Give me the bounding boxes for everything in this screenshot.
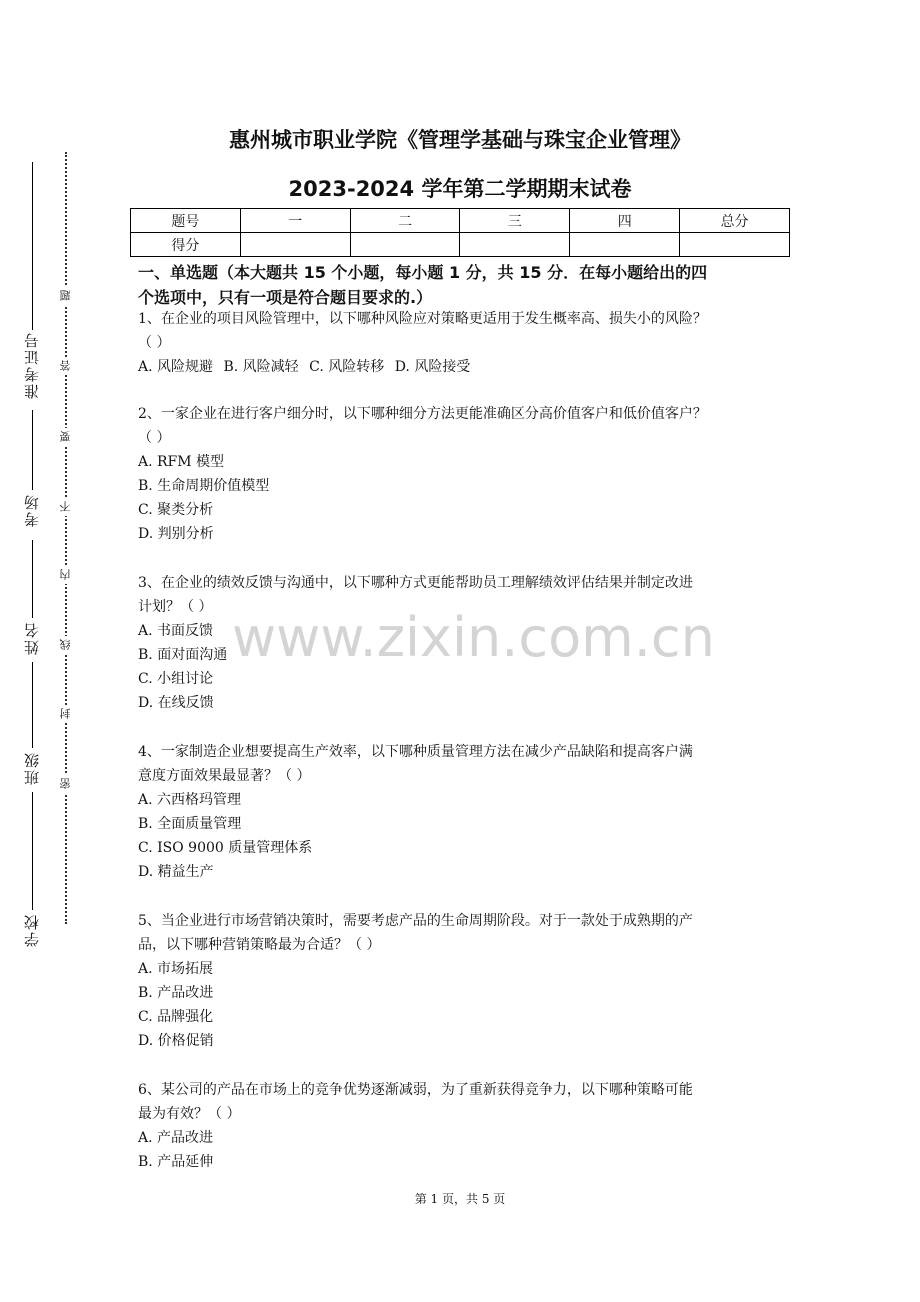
option-c[interactable]: C. ISO 9000 质量管理体系 <box>138 840 313 856</box>
seal-dotted-line <box>65 152 67 924</box>
seal-char-bu: 不 <box>57 498 75 516</box>
question-stem-cont: 最为有效？（ ） <box>138 1106 241 1122</box>
section-heading-line: 一、单选题（本大题共 15 个小题，每小题 1 分，共 15 分．在每小题给出的四 <box>138 263 708 282</box>
binding-line-room <box>32 410 33 490</box>
seal-char-mi: 密 <box>57 775 75 793</box>
question-stem-cont: 意度方面效果最显著？（ ） <box>138 768 311 784</box>
question-stem-cont: （ ） <box>138 335 171 351</box>
score-cell[interactable] <box>460 233 570 257</box>
watermark: www.zixin.com.cn <box>232 606 715 669</box>
seal-char-xian: 线 <box>57 636 75 654</box>
page-footer: 第 1 页，共 5 页 <box>414 1192 506 1206</box>
binding-field-exam-room: 考场 <box>14 490 50 530</box>
exam-title: 惠州城市职业学院《管理学基础与珠宝企业管理》 <box>229 128 691 152</box>
score-header-cell: 总分 <box>680 209 790 233</box>
score-header-cell: 四 <box>570 209 680 233</box>
option-b[interactable]: B. 生命周期价值模型 <box>138 478 270 494</box>
option-d[interactable]: D. 在线反馈 <box>138 695 214 711</box>
option-c[interactable]: C. 小组讨论 <box>138 671 214 687</box>
question-4 <box>138 740 786 884</box>
question-stem-cont: （ ） <box>138 430 171 446</box>
option-d[interactable]: D. 价格促销 <box>138 1033 214 1049</box>
option-d[interactable]: D. 判别分析 <box>138 526 214 542</box>
score-header-cell: 二 <box>350 209 460 233</box>
option-b[interactable]: B. 产品改进 <box>138 985 214 1001</box>
score-table <box>130 208 790 257</box>
option-b[interactable]: B. 面对面沟通 <box>138 647 228 663</box>
question-6 <box>138 1078 786 1174</box>
section-heading <box>138 260 788 310</box>
binding-line-name <box>32 540 33 618</box>
score-cell[interactable] <box>680 233 790 257</box>
score-cell[interactable] <box>570 233 680 257</box>
option-row <box>138 355 786 379</box>
score-row-label: 得分 <box>131 233 241 257</box>
seal-char-feng: 封 <box>57 705 75 723</box>
binding-line-class <box>32 662 33 748</box>
option-a[interactable]: A. 产品改进 <box>138 1130 214 1146</box>
score-header-cell: 一 <box>240 209 350 233</box>
seal-char-da: 答 <box>57 357 75 375</box>
option-a[interactable]: A. 市场拓展 <box>138 961 214 977</box>
seal-char-ti: 题 <box>57 287 75 305</box>
option-a[interactable]: A. 六西格玛管理 <box>138 792 242 808</box>
option-d[interactable]: D. 精益生产 <box>138 864 214 880</box>
question-5 <box>138 909 786 1053</box>
binding-line-school <box>32 792 33 910</box>
binding-field-class: 班级 <box>14 748 50 788</box>
binding-field-name: 姓名 <box>14 618 50 658</box>
question-stem: 2、一家企业在进行客户细分时，以下哪种细分方法更能准确区分高价值客户和低价值客户？ <box>138 406 707 422</box>
binding-field-ticket-number: 准考证号 <box>14 330 50 400</box>
question-stem: 6、某公司的产品在市场上的竞争优势逐渐减弱，为了重新获得竞争力，以下哪种策略可能 <box>138 1082 693 1098</box>
question-stem: 1、在企业的项目风险管理中，以下哪种风险应对策略更适用于发生概率高、损失小的风险？ <box>138 311 707 327</box>
option-a[interactable]: A. RFM 模型 <box>138 454 225 470</box>
option-c[interactable]: C. 风险转移 <box>309 359 385 375</box>
question-stem: 4、一家制造企业想要提高生产效率，以下哪种质量管理方法在减少产品缺陷和提高客户满 <box>138 744 693 760</box>
score-cell[interactable] <box>350 233 460 257</box>
option-b[interactable]: B. 全面质量管理 <box>138 816 242 832</box>
exam-subtitle: 2023-2024 学年第二学期期末试卷 <box>288 177 632 201</box>
binding-field-school: 学校 <box>14 910 50 950</box>
question-2 <box>138 402 786 546</box>
question-stem-cont: 品，以下哪种营销策略最为合适？（ ） <box>138 937 381 953</box>
option-a[interactable]: A. 风险规避 <box>138 359 214 375</box>
option-c[interactable]: C. 品牌强化 <box>138 1009 214 1025</box>
section-heading-line: 个选项中，只有一项是符合题目要求的.） <box>138 288 433 307</box>
question-stem: 5、当企业进行市场营销决策时，需要考虑产品的生命周期阶段。对于一款处于成熟期的产 <box>138 913 693 929</box>
option-d[interactable]: D. 风险接受 <box>394 359 471 375</box>
seal-char-nei: 内 <box>57 566 75 584</box>
option-a[interactable]: A. 书面反馈 <box>138 623 214 639</box>
seal-char-yao: 要 <box>57 428 75 446</box>
question-stem: 3、在企业的绩效反馈与沟通中，以下哪种方式更能帮助员工理解绩效评估结果并制定改进 <box>138 575 693 591</box>
score-table-score-row <box>131 233 790 257</box>
score-header-cell: 三 <box>460 209 570 233</box>
score-table-header-row <box>131 209 790 233</box>
option-b[interactable]: B. 风险减轻 <box>223 359 299 375</box>
question-stem-cont: 计划？（ ） <box>138 599 213 615</box>
score-header-cell: 题号 <box>131 209 241 233</box>
option-b[interactable]: B. 产品延伸 <box>138 1154 214 1170</box>
question-1 <box>138 307 786 379</box>
score-cell[interactable] <box>240 233 350 257</box>
option-c[interactable]: C. 聚类分析 <box>138 502 214 518</box>
